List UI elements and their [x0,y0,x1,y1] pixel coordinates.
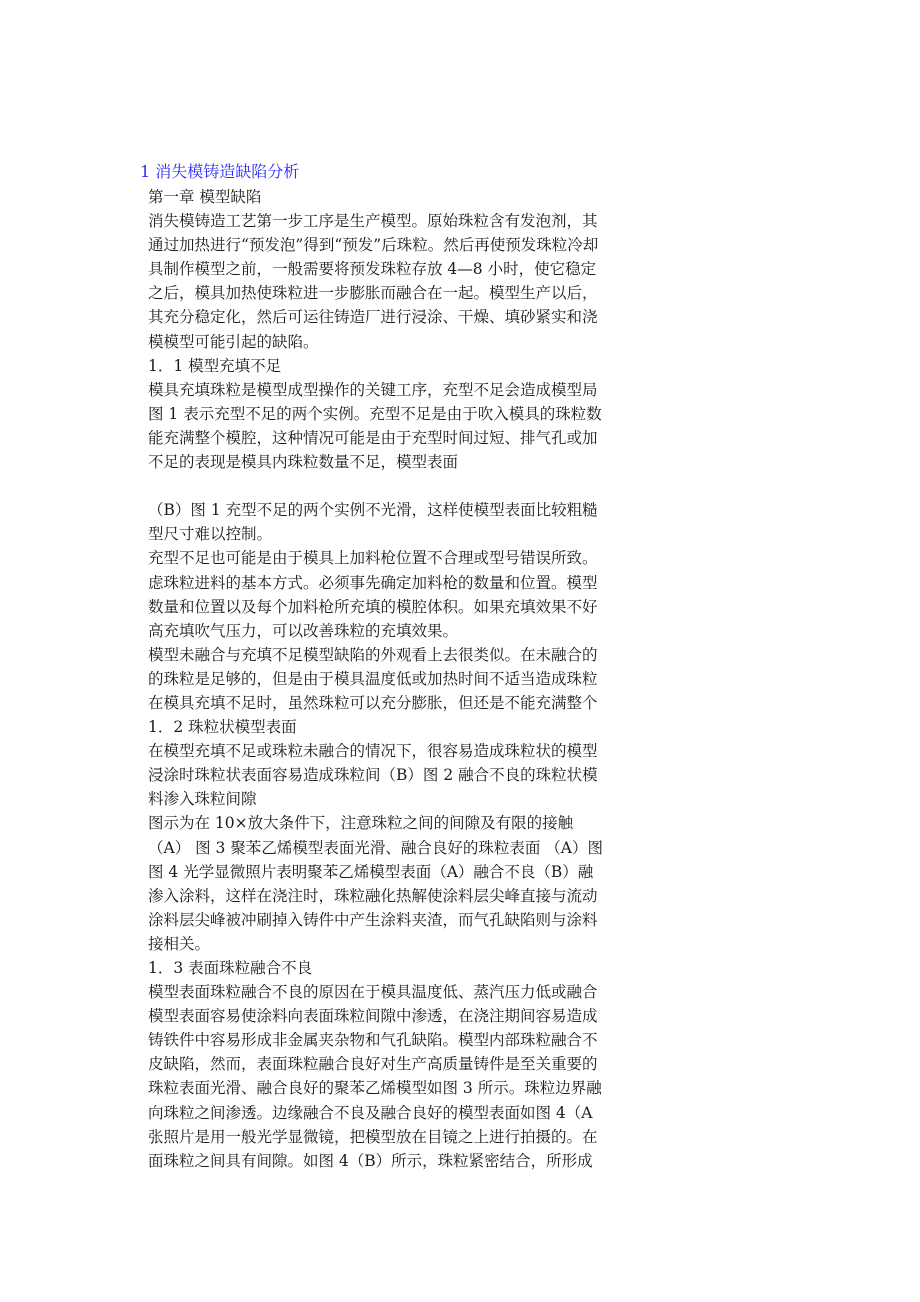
text-line: 模型表面珠粒融合不良的原因在于模具温度低、蒸汽压力低或融合 [148,983,598,1002]
text-line: 虑珠粒进料的基本方式。必须事先确定加料枪的数量和位置。模型 [148,573,598,592]
text-line: 第一章 模型缺陷 [148,188,262,206]
text-line: 皮缺陷，然而，表面珠粒融合良好对生产高质量铸件是至关重要的 [148,1055,598,1074]
text-line: （A） 图 3 聚苯乙烯模型表面光滑、融合良好的珠粒表面 （A）图 [148,838,603,857]
text-line: 珠粒表面光滑、融合良好的聚苯乙烯模型如图 3 所示。珠粒边界融 [148,1079,602,1098]
text-line: （B）图 1 充型不足的两个实例不光滑，这样使模型表面比较粗糙 [148,501,598,520]
text-line: 不足的表现是模具内珠粒数量不足，模型表面 [148,453,459,472]
text-line: 的珠粒是足够的，但是由于模具温度低或加热时间不适当造成珠粒 [148,669,598,688]
text-line: 其充分稳定化，然后可运往铸造厂进行浸涂、干燥、填砂紧实和浇 [148,308,598,327]
text-line: 数量和位置以及每个加料枪所充填的模腔体积。如果充填效果不好 [148,597,598,616]
text-line: 渗入涂料，这样在浇注时，珠粒融化热解使涂料层尖峰直接与流动 [148,886,598,905]
text-line: 能充满整个模腔，这种情况可能是由于充型时间过短、排气孔或加 [148,428,598,447]
text-line: 图示为在 10×放大条件下，注意珠粒之间的间隙及有限的接触 [148,814,574,833]
text-line: 模型未融合与充填不足模型缺陷的外观看上去很类似。在未融合的 [148,645,598,664]
text-line: 在模具充填不足时，虽然珠粒可以充分膨胀，但还是不能充满整个 [148,693,598,712]
text-line [148,474,605,498]
text-line: 接相关。 [148,934,211,953]
text-line: 1．1 模型充填不足 [148,356,282,375]
text-line: 消失模铸造工艺第一步工序是生产模型。原始珠粒含有发泡剂，其 [148,212,598,231]
text-line: 模具充填珠粒是模型成型操作的关键工序，充型不足会造成模型局 [148,380,598,399]
text-line: 具制作模型之前，一般需要将预发珠粒存放 4—8 小时，使它稳定 [148,260,597,279]
text-line: 模模型可能引起的缺陷。 [148,332,319,351]
text-line: 高充填吹气压力，可以改善珠粒的充填效果。 [148,621,459,640]
text-line: 在模型充填不足或珠粒未融合的情况下，很容易造成珠粒状的模型 [148,742,598,761]
text-line: 图 1 表示充型不足的两个实例。充型不足是由于吹入模具的珠粒数 [148,404,602,423]
text-line: 1．2 珠粒状模型表面 [148,718,297,737]
text-line: 型尺寸难以控制。 [148,525,273,544]
text-line: 向珠粒之间渗透。边缘融合不良及融合良好的模型表面如图 4（A [148,1103,593,1122]
text-line: 图 4 光学显微照片表明聚苯乙烯模型表面（A）融合不良（B）融 [148,862,594,881]
text-line: 浸涂时珠粒状表面容易造成珠粒间（B）图 2 融合不良的珠粒状模 [148,766,598,785]
text-line: 模型表面容易使涂料向表面珠粒间隙中渗透，在浇注期间容易造成 [148,1007,598,1026]
document-title: 1 消失模铸造缺陷分析 [140,162,300,181]
text-line: 料渗入珠粒间隙 [148,790,257,809]
text-line: 张照片是用一般光学显微镜，把模型放在目镜之上进行拍摄的。在 [148,1127,598,1146]
text-line: 之后，模具加热使珠粒进一步膨胀而融合在一起。模型生产以后， [148,284,598,303]
text-line: 1．3 表面珠粒融合不良 [148,959,313,977]
text-line: 充型不足也可能是由于模具上加料枪位置不合理或型号错误所致。 [148,549,598,568]
document-body [148,185,605,1173]
text-line: 铸铁件中容易形成非金属夹杂物和气孔缺陷。模型内部珠粒融合不 [148,1031,598,1050]
text-line: 面珠粒之间具有间隙。如图 4（B）所示，珠粒紧密结合，所形成 [148,1151,593,1170]
text-line: 涂料层尖峰被冲刷掉入铸件中产生涂料夹渣，而气孔缺陷则与涂料 [148,910,598,929]
text-line: 通过加热进行“预发泡”得到“预发”后珠粒。然后再使预发珠粒冷却 [148,236,599,255]
